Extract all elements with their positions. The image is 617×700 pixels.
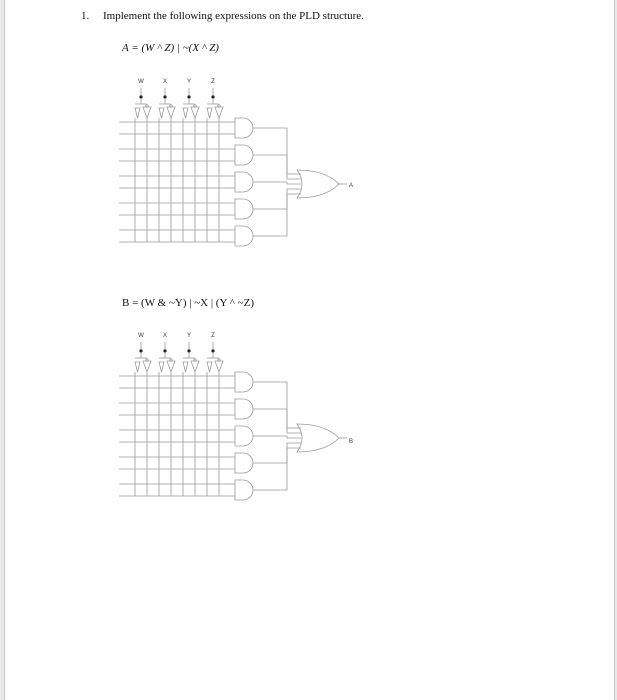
inverter-bubble (146, 359, 148, 361)
inverter-triangle (167, 107, 175, 118)
buffer-triangle (135, 108, 140, 118)
output-label-a: A (349, 183, 354, 189)
pld-structure-b (119, 342, 347, 500)
input-label-y: Y (186, 333, 192, 339)
input-label-w: W (138, 79, 144, 85)
and-to-or-wire (253, 155, 301, 179)
inverter-triangle (143, 361, 151, 372)
and-to-or-wire (253, 436, 301, 438)
and-to-or-wire (253, 409, 301, 433)
question-number: 1. (81, 10, 90, 22)
input-label-w: W (138, 333, 144, 339)
and-to-or-wire (253, 382, 301, 428)
inverter-bubble (170, 105, 172, 107)
and-gate (235, 426, 253, 446)
pld-structure-a (119, 88, 347, 246)
document-page (4, 0, 615, 700)
inverter-bubble (194, 105, 196, 107)
buffer-triangle (183, 108, 188, 118)
buffer-triangle (207, 362, 212, 372)
buffer-triangle (183, 362, 188, 372)
inverter-triangle (215, 107, 223, 118)
inverter-bubble (218, 105, 220, 107)
and-gate (235, 199, 253, 219)
or-gate (297, 170, 339, 198)
and-gate (235, 145, 253, 165)
pld-diagram-a (111, 70, 371, 250)
buffer-triangle (159, 108, 164, 118)
and-to-or-wire (253, 194, 301, 236)
inverter-bubble (170, 359, 172, 361)
and-gate (235, 118, 253, 138)
inverter-triangle (143, 107, 151, 118)
input-label-y: Y (186, 79, 192, 85)
inverter-triangle (191, 107, 199, 118)
input-label-x: X (162, 79, 168, 85)
input-label-x: X (162, 333, 168, 339)
and-gate (235, 372, 253, 392)
input-label-z: Z (211, 333, 215, 339)
output-label-b: B (349, 439, 354, 445)
and-to-or-wire (253, 182, 301, 184)
question-text: Implement the following expressions on the PLD structure. (103, 10, 364, 22)
inverter-triangle (215, 361, 223, 372)
and-to-or-wire (253, 443, 301, 463)
and-to-or-wire (253, 189, 301, 209)
and-gate (235, 480, 253, 500)
or-gate (297, 424, 339, 452)
and-gate (235, 226, 253, 246)
buffer-triangle (207, 108, 212, 118)
buffer-triangle (135, 362, 140, 372)
inverter-bubble (194, 359, 196, 361)
inverter-triangle (191, 361, 199, 372)
and-gate (235, 399, 253, 419)
expression-a: A = (W ^ Z) | ~(X ^ Z) (122, 42, 219, 54)
input-label-z: Z (211, 79, 215, 85)
inverter-bubble (146, 105, 148, 107)
pld-diagram-b (111, 324, 371, 504)
expression-b: B = (W & ~Y) | ~X | (Y ^ ~Z) (122, 297, 254, 309)
and-to-or-wire (253, 448, 301, 490)
inverter-bubble (218, 359, 220, 361)
inverter-triangle (167, 361, 175, 372)
and-to-or-wire (253, 128, 301, 174)
buffer-triangle (159, 362, 164, 372)
and-gate (235, 172, 253, 192)
and-gate (235, 453, 253, 473)
